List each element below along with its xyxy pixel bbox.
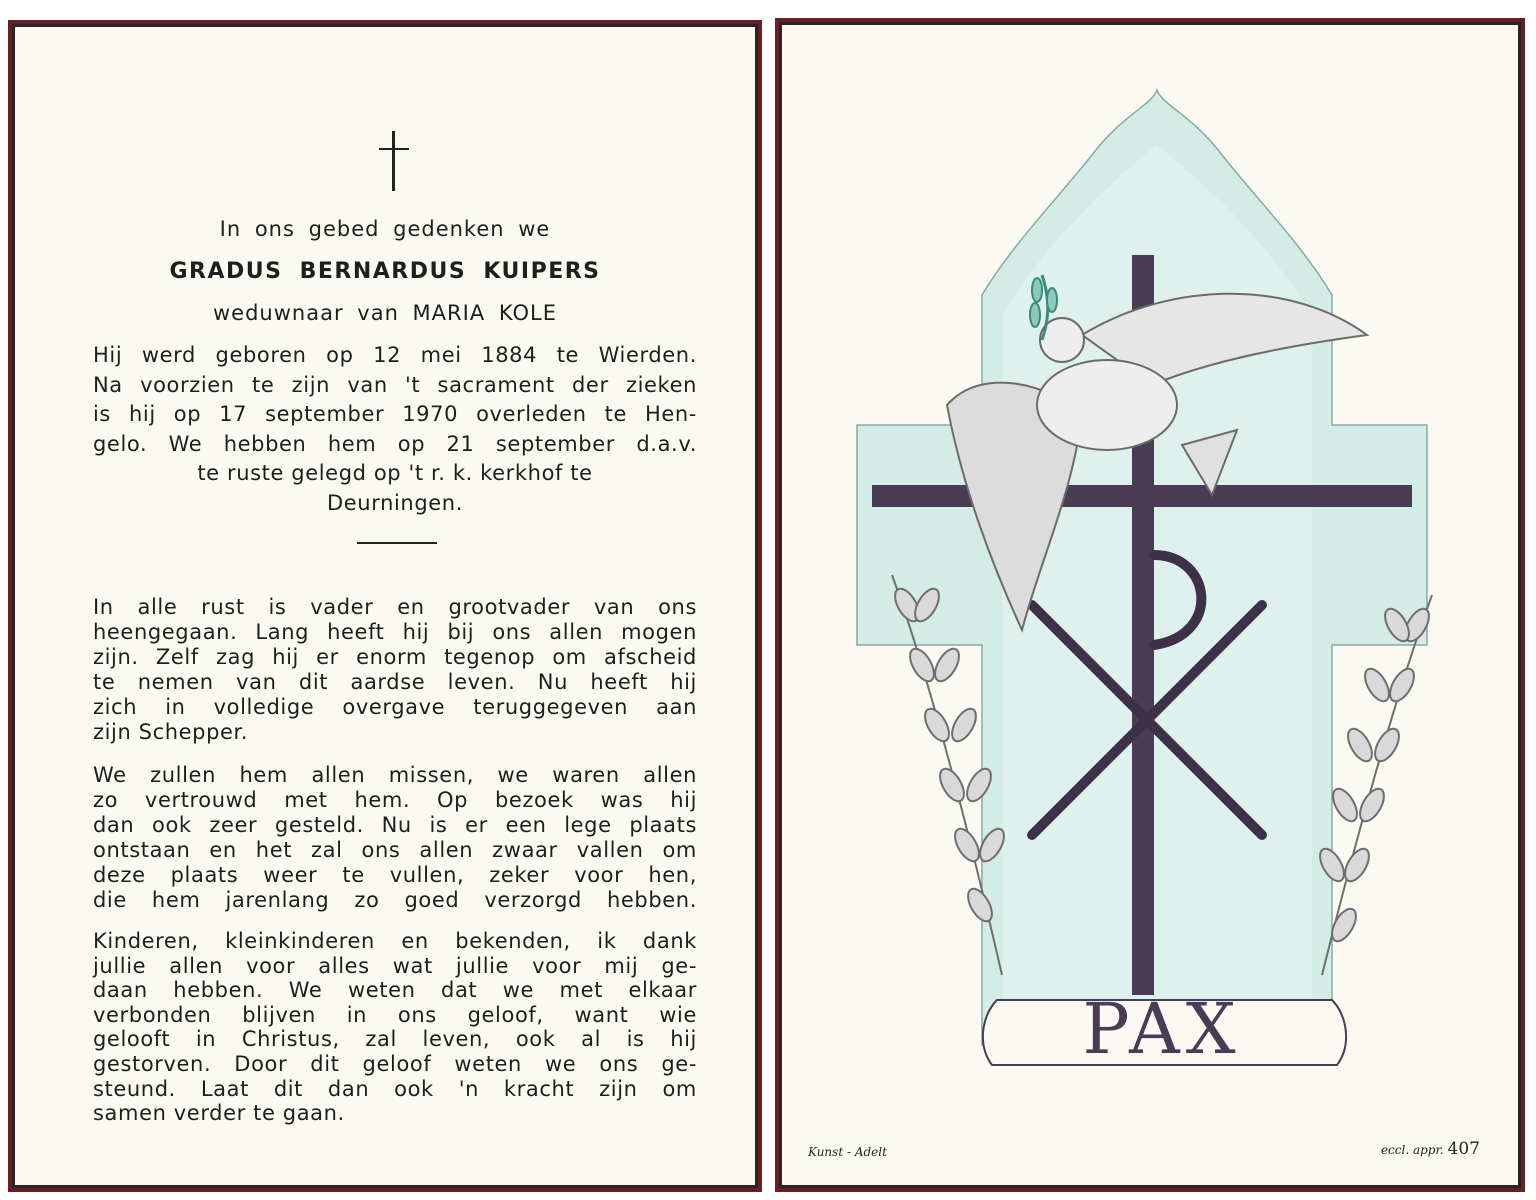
memorial-image-card bbox=[779, 22, 1521, 1188]
publisher-credit: Kunst - Adelt bbox=[808, 1145, 887, 1159]
paragraph-line: verbonden blijven in ons geloof, want wie bbox=[93, 1002, 697, 1027]
deceased-name: GRADUS BERNARDUS KUIPERS bbox=[169, 259, 601, 284]
paragraph-line: heengegaan. Lang heeft hij bij ons allen mogen bbox=[93, 620, 697, 644]
cross-icon bbox=[379, 131, 409, 191]
memorial-text-card bbox=[12, 24, 758, 1188]
paragraph-3 bbox=[93, 929, 697, 1126]
bio-line: Hij werd geboren op 12 mei 1884 te Wierden. bbox=[93, 343, 697, 367]
paragraph-2 bbox=[93, 763, 697, 913]
bio-line: gelo. We hebben hem op 21 september d.a.v. bbox=[93, 431, 697, 456]
paragraph-line: zijn Schepper. bbox=[93, 720, 249, 744]
pax-illustration bbox=[852, 85, 1472, 1085]
paragraph-line: In alle rust is vader en grootvader van ons bbox=[93, 595, 697, 619]
arch-inner-shape bbox=[1002, 145, 1312, 1025]
paragraph-line: zich in volledige overgave teruggegeven aan bbox=[93, 695, 697, 719]
paragraph-line: gestorven. Door dit geloof weten we ons ge- bbox=[93, 1051, 697, 1076]
paragraph-line: dan ook zeer gesteld. Nu is er een lege plaats bbox=[93, 813, 697, 837]
paragraph-line: deze plaats weer te vullen, zeker voor hen, bbox=[93, 863, 697, 887]
paragraph-line: jullie allen voor alles wat jullie voor mij ge- bbox=[93, 953, 697, 978]
paragraph-line: ontstaan en het zal ons allen zwaar vallen om bbox=[93, 838, 697, 862]
bio-line: is hij op 17 september 1970 overleden te Hen- bbox=[93, 402, 697, 426]
paragraph-line: te nemen van dit aardse leven. Nu heeft hij bbox=[93, 670, 697, 694]
approval-note bbox=[1381, 1139, 1480, 1159]
paragraph-line: zijn. Zelf zag hij er enorm tegenop om afscheid bbox=[93, 645, 697, 669]
intro-line: In ons gebed gedenken we bbox=[219, 217, 551, 241]
bio-line: Deurningen. bbox=[327, 490, 463, 515]
pax-label: PAX bbox=[1082, 988, 1242, 1070]
biography bbox=[93, 341, 697, 518]
approval-number: 407 bbox=[1447, 1139, 1480, 1159]
paragraph-line: steund. Laat dit dan ook 'n kracht zijn om bbox=[93, 1076, 697, 1101]
widower-of-line: weduwnaar van MARIA KOLE bbox=[213, 301, 557, 325]
paragraph-line: Kinderen, kleinkinderen en bekenden, ik dank bbox=[93, 929, 697, 953]
divider bbox=[357, 542, 437, 544]
bio-line: te ruste gelegd op 't r. k. kerkhof te bbox=[197, 461, 593, 485]
paragraph-line: gelooft in Christus, zal leven, ook al is hij bbox=[93, 1027, 697, 1052]
paragraph-line: zo vertrouwd met hem. Op bezoek was hij bbox=[93, 788, 697, 812]
paragraph-line: We zullen hem allen missen, we waren allen bbox=[93, 763, 697, 787]
approval-label: eccl. appr. bbox=[1380, 1143, 1444, 1157]
paragraph-line: samen verder te gaan. bbox=[93, 1101, 345, 1126]
paragraph-1 bbox=[93, 595, 697, 745]
paragraph-line: daan hebben. We weten dat we met elkaar bbox=[93, 978, 697, 1003]
bio-line: Na voorzien te zijn van 't sacrament der zieken bbox=[93, 372, 697, 397]
paragraph-line: die hem jarenlang zo goed verzorgd hebben. bbox=[93, 888, 697, 912]
laurel-right-icon bbox=[1315, 595, 1434, 975]
